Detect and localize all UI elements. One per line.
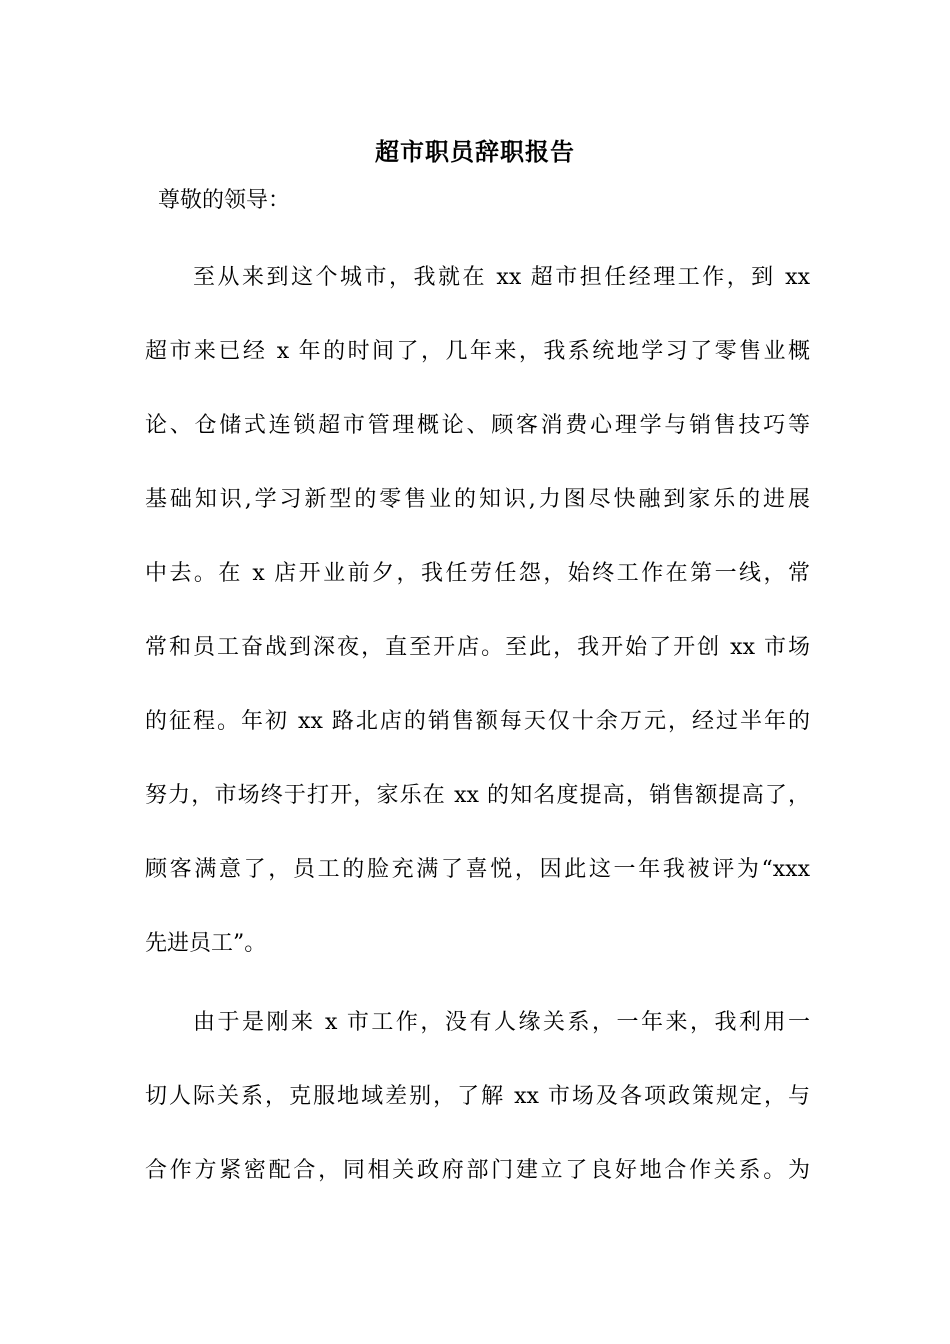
paragraph-1 [145, 258, 810, 998]
paragraph-line: 中去。在 x 店开业前夕，我任劳任怨，始终工作在第一线，常 [145, 561, 810, 586]
paragraph-line: 先进员工”。 [145, 931, 267, 956]
paragraph-line: 超市来已经 x 年的时间了，几年来，我系统地学习了零售业概 [145, 339, 810, 364]
paragraph-line: 顾客满意了，员工的脸充满了喜悦，因此这一年我被评为“xxx [145, 857, 810, 882]
paragraph-line: 合作方紧密配合，同相关政府部门建立了良好地合作关系。为 [145, 1158, 810, 1183]
salutation: 尊敬的领导： [158, 188, 291, 213]
paragraph-line: 至从来到这个城市，我就在 xx 超市担任经理工作，到 xx [193, 265, 810, 290]
paragraph-2 [145, 1003, 810, 1225]
paragraph-line: 切人际关系，克服地域差别，了解 xx 市场及各项政策规定，与 [145, 1084, 810, 1109]
paragraph-line: 常和员工奋战到深夜，直至开店。至此，我开始了开创 xx 市场 [145, 635, 810, 660]
paragraph-line: 的征程。年初 xx 路北店的销售额每天仅十余万元，经过半年的 [145, 709, 810, 734]
paragraph-line: 努力，市场终于打开，家乐在 xx 的知名度提高，销售额提高了， [145, 783, 810, 808]
paragraph-line: 论、仓储式连锁超市管理概论、顾客消费心理学与销售技巧等 [145, 413, 810, 438]
paragraph-line: 由于是刚来 x 市工作，没有人缘关系，一年来，我利用一 [193, 1010, 810, 1035]
document-title: 超市职员辞职报告 [375, 137, 575, 166]
paragraph-line: 基础知识,学习新型的零售业的知识,力图尽快融到家乐的进展 [145, 487, 810, 512]
